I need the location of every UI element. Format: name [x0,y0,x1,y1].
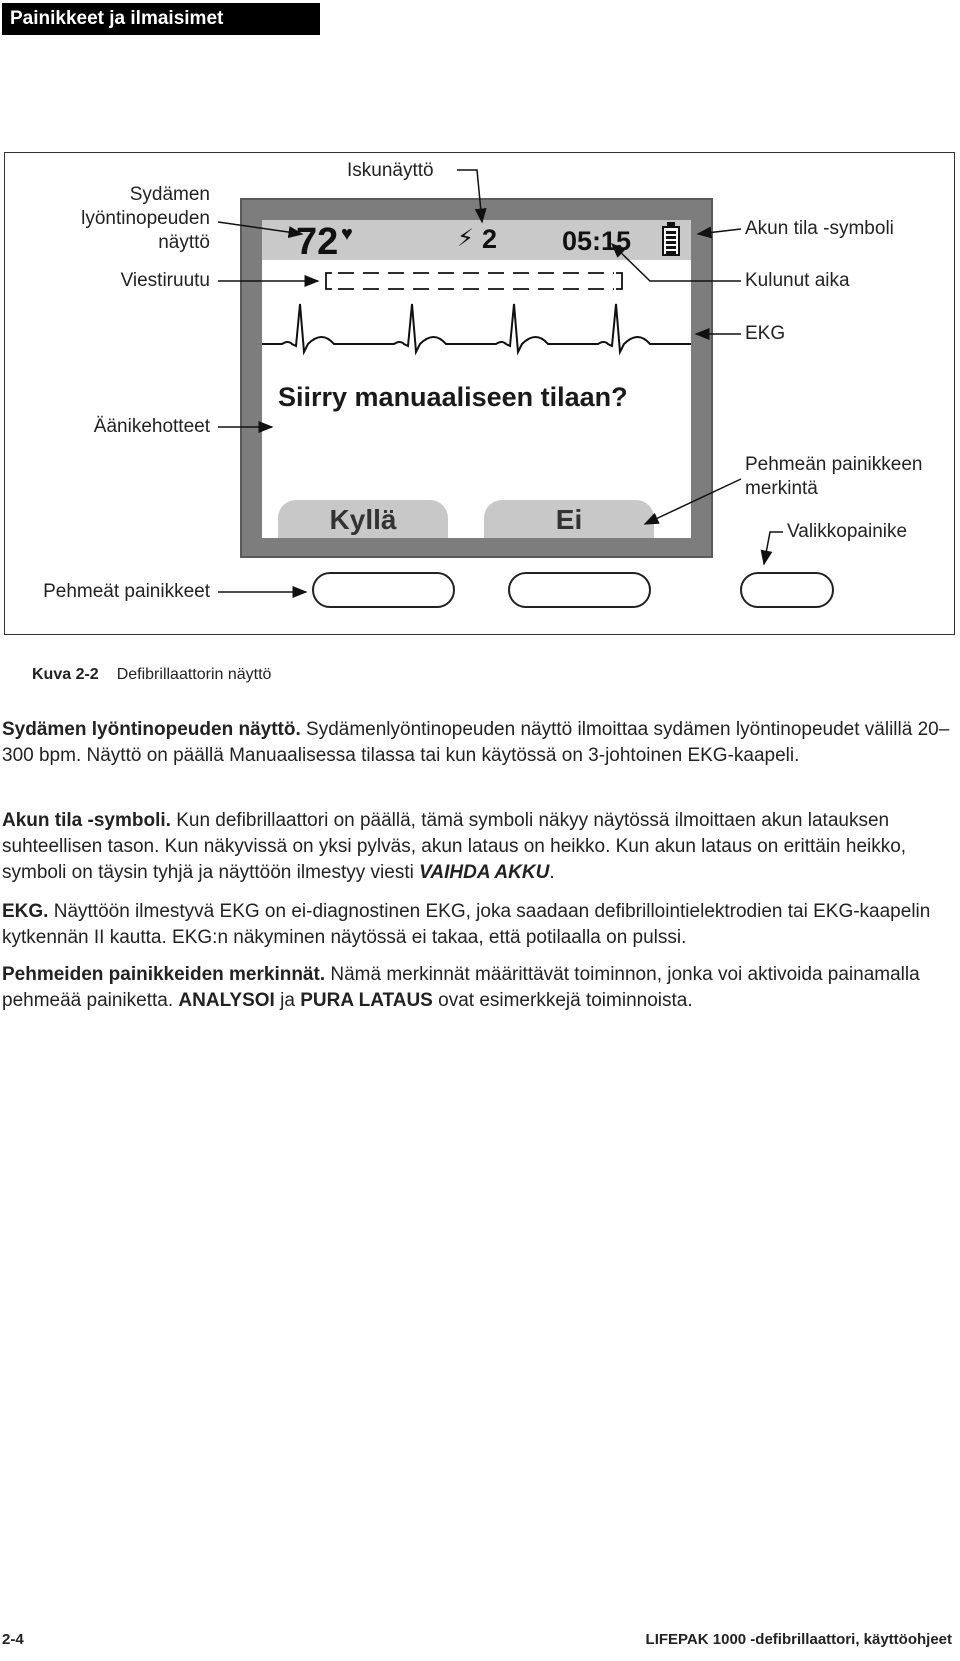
softkey-label-yes: Kyllä [278,500,448,538]
paragraph-mid: ja [274,990,301,1011]
elapsed-time: 05:15 [562,226,632,256]
paragraph-tail: . [549,862,555,883]
disarm-label: PURA LATAUS [300,990,433,1011]
analyze-label: ANALYSOI [178,990,275,1011]
figure-caption [32,666,271,684]
shock-count: 2 [482,224,498,254]
paragraph-heading: Sydämen lyöntinopeuden näyttö. [2,719,301,740]
callout-message-area: Viestiruutu [120,270,210,291]
heart-icon: ♥ [341,223,353,245]
callout-heart-rate: Sydämen lyöntinopeuden näyttö [81,184,210,253]
callout-voice-prompts: Äänikehotteet [93,416,210,437]
callout-ecg: EKG [745,323,786,344]
replace-battery-message: VAIHDA AKKU [419,862,550,883]
callout-battery: Akun tila -symboli [745,218,894,239]
callout-menu-button: Valikkopainike [787,521,908,542]
caption-number: Kuva 2-2 [32,666,99,683]
lightning-icon: ⚡ [457,225,474,252]
page-number: 2-4 [2,1631,24,1648]
paragraph-battery [2,808,952,886]
paragraph-heart-rate [2,717,952,769]
paragraph-heading: Akun tila -symboli. [2,810,171,831]
paragraph-body: Näyttöön ilmestyvä EKG on ei-diagnostinen EKG, joka saadaan defibrillointielektrodien tai EKG-kaapelin kytkennän II kautta. EKG:n näkyminen näytössä ei takaa, että potilaalla on pulssi. [2,901,931,948]
paragraph-body: Sydämenlyöntinopeuden näyttö ilmoittaa sydämen lyöntinopeudet välillä 20–300 bpm. Näyttö on päällä Manuaalisessa tilassa tai kun käytössä on 3-johtoinen EKG-kaapeli. [2,719,950,766]
callout-softkey-label: Pehmeän painikkeen merkintä [745,454,923,499]
section-header: Painikkeet ja ilmaisimet [2,3,320,35]
callout-shock-display: Iskunäyttö [347,160,434,181]
paragraph-heading: EKG. [2,901,49,922]
voice-prompt: Siirry manuaaliseen tilaan? [278,382,628,412]
heart-rate-value: 72 [296,221,339,263]
callout-elapsed-time: Kulunut aika [745,270,850,291]
paragraph-softkey-labels [2,962,952,1014]
footer-title: LIFEPAK 1000 -defibrillaattori, käyttöohjeet [645,1631,952,1648]
paragraph-body: Nämä merkinnät määrittävät toiminnon, jonka voi aktivoida painamalla pehmeää painiketta. [2,964,920,1011]
paragraph-tail: ovat esimerkkejä toiminnoista. [432,990,693,1011]
paragraph-body: Kun defibrillaattori on päällä, tämä symboli näkyy näytössä ilmoittaen akun latauksen suhteellisen tason. Kun näkyvissä on yksi pylväs, akun lataus on heikko. Kun akun lataus on erittäin heikko, symboli on täysin tyhjä ja näyttöön ilmestyy viesti [2,810,907,883]
leader-lines [0,0,960,660]
callout-softkeys: Pehmeät painikkeet [43,581,210,602]
paragraph-ecg [2,899,952,951]
softkey-label-no: Ei [484,500,654,538]
caption-text: Defibrillaattorin näyttö [116,666,272,683]
paragraph-heading: Pehmeiden painikkeiden merkinnät. [2,964,326,985]
